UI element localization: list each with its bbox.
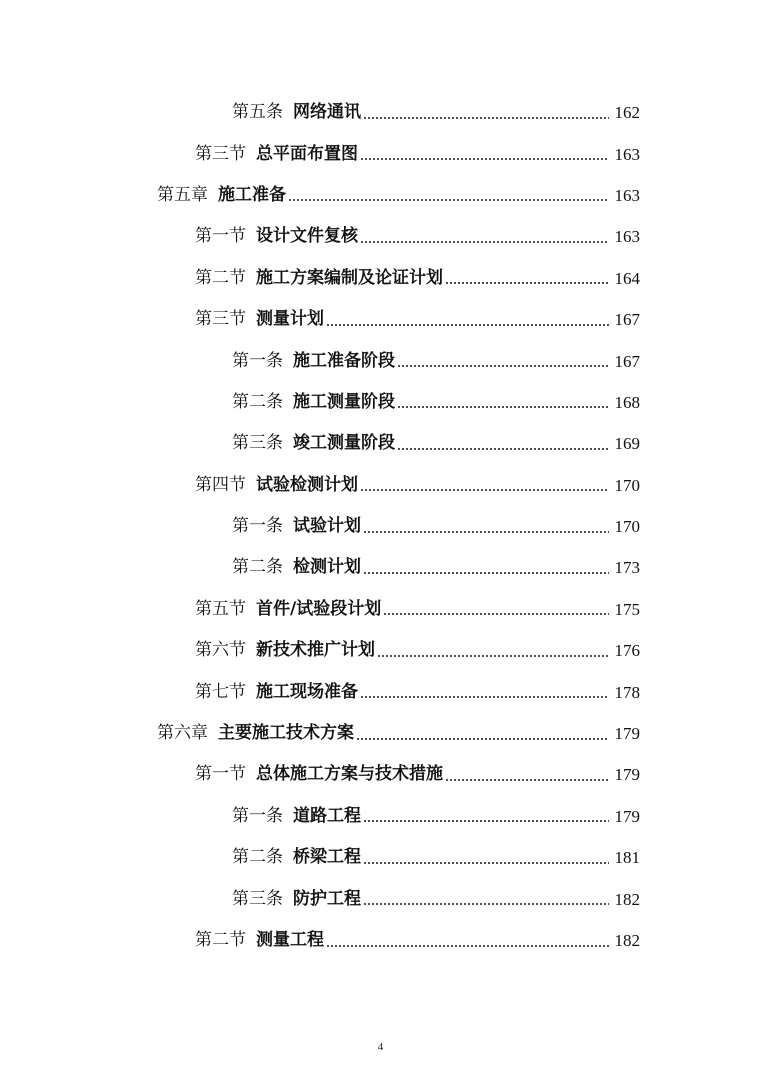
toc-entry[interactable] bbox=[0, 837, 761, 878]
toc-entry-title: 施工测量阶段 bbox=[293, 391, 395, 412]
toc-entry-page: 163 bbox=[614, 227, 640, 247]
page-number-footer: 4 bbox=[377, 1041, 384, 1053]
toc-entry-title: 道路工程 bbox=[293, 805, 361, 826]
table-of-contents bbox=[0, 92, 761, 961]
toc-entry[interactable] bbox=[0, 754, 761, 795]
toc-entry-label: 第五节 bbox=[195, 598, 246, 619]
toc-entry[interactable] bbox=[0, 547, 761, 588]
toc-entry[interactable] bbox=[0, 299, 761, 340]
dot-leader bbox=[397, 393, 609, 409]
dot-leader bbox=[360, 683, 609, 699]
toc-entry-title: 测量工程 bbox=[256, 930, 324, 950]
toc-entry-title: 施工准备 bbox=[218, 184, 286, 205]
toc-entry-label: 第七节 bbox=[195, 681, 246, 702]
toc-entry-label: 第二条 bbox=[232, 847, 283, 868]
toc-entry-page: 170 bbox=[614, 517, 640, 537]
toc-entry-page: 181 bbox=[614, 848, 640, 868]
toc-entry-label: 第一条 bbox=[232, 805, 283, 826]
toc-entry-label: 第二节 bbox=[195, 267, 246, 288]
toc-entry-label: 第五条 bbox=[232, 102, 283, 123]
toc-entry-title: 施工方案编制及论证计划 bbox=[256, 267, 443, 288]
toc-entry[interactable] bbox=[0, 133, 761, 174]
toc-entry[interactable] bbox=[0, 216, 761, 257]
toc-entry-title: 检测计划 bbox=[293, 557, 361, 578]
toc-entry[interactable] bbox=[0, 506, 761, 547]
dot-leader bbox=[445, 269, 609, 285]
toc-entry[interactable] bbox=[0, 589, 761, 630]
dot-leader bbox=[360, 476, 609, 492]
dot-leader bbox=[363, 890, 609, 906]
toc-entry[interactable] bbox=[0, 92, 761, 133]
toc-entry[interactable] bbox=[0, 423, 761, 464]
toc-entry-title: 施工准备阶段 bbox=[293, 350, 395, 371]
dot-leader bbox=[288, 186, 609, 202]
dot-leader bbox=[356, 725, 609, 741]
toc-entry-title: 总平面布置图 bbox=[256, 143, 358, 164]
toc-entry-label: 第三条 bbox=[232, 433, 283, 454]
toc-entry[interactable] bbox=[0, 920, 761, 961]
dot-leader bbox=[397, 352, 609, 368]
dot-leader bbox=[360, 145, 609, 161]
toc-entry-page: 178 bbox=[614, 682, 640, 702]
toc-entry-page: 179 bbox=[614, 724, 640, 744]
toc-entry-page: 170 bbox=[614, 475, 640, 495]
toc-entry-page: 182 bbox=[614, 889, 640, 909]
toc-entry-label: 第五章 bbox=[157, 184, 208, 205]
toc-entry-label: 第二节 bbox=[195, 930, 246, 950]
toc-entry-title: 主要施工技术方案 bbox=[218, 723, 354, 744]
toc-entry-page: 162 bbox=[614, 103, 640, 123]
toc-entry-title: 测量计划 bbox=[256, 309, 324, 330]
toc-entry[interactable] bbox=[0, 796, 761, 837]
dot-leader bbox=[326, 932, 609, 948]
toc-entry-page: 179 bbox=[614, 806, 640, 826]
toc-entry-page: 176 bbox=[614, 641, 640, 661]
dot-leader bbox=[377, 642, 609, 658]
toc-entry-title: 网络通讯 bbox=[293, 102, 361, 123]
toc-entry[interactable] bbox=[0, 340, 761, 381]
toc-entry-page: 173 bbox=[614, 558, 640, 578]
dot-leader bbox=[363, 849, 609, 865]
toc-entry-title: 桥梁工程 bbox=[293, 847, 361, 868]
toc-entry-label: 第三节 bbox=[195, 309, 246, 330]
toc-entry-page: 167 bbox=[614, 310, 640, 330]
dot-leader bbox=[363, 559, 609, 575]
toc-entry-title: 施工现场准备 bbox=[256, 681, 358, 702]
toc-entry[interactable] bbox=[0, 878, 761, 919]
toc-entry-page: 163 bbox=[614, 185, 640, 205]
toc-entry-label: 第一条 bbox=[232, 516, 283, 537]
dot-leader bbox=[397, 435, 609, 451]
toc-entry-label: 第六章 bbox=[157, 723, 208, 744]
toc-entry[interactable] bbox=[0, 258, 761, 299]
toc-entry[interactable] bbox=[0, 175, 761, 216]
dot-leader bbox=[363, 104, 609, 120]
toc-entry-label: 第一节 bbox=[195, 226, 246, 247]
toc-entry-label: 第三节 bbox=[195, 143, 246, 164]
toc-entry-page: 179 bbox=[614, 765, 640, 785]
toc-entry[interactable] bbox=[0, 465, 761, 506]
dot-leader bbox=[360, 228, 609, 244]
toc-entry-title: 试验计划 bbox=[293, 516, 361, 537]
toc-entry-title: 竣工测量阶段 bbox=[293, 433, 395, 454]
toc-entry-title: 首件/试验段计划 bbox=[256, 598, 382, 619]
toc-entry[interactable] bbox=[0, 630, 761, 671]
dot-leader bbox=[326, 311, 609, 327]
toc-entry-page: 169 bbox=[614, 434, 640, 454]
toc-entry[interactable] bbox=[0, 713, 761, 754]
toc-entry[interactable] bbox=[0, 671, 761, 712]
toc-entry-page: 175 bbox=[614, 599, 640, 619]
toc-entry-title: 总体施工方案与技术措施 bbox=[256, 764, 443, 785]
toc-entry-page: 163 bbox=[614, 144, 640, 164]
toc-entry-page: 182 bbox=[614, 931, 640, 950]
dot-leader bbox=[383, 600, 609, 616]
toc-entry-label: 第六节 bbox=[195, 640, 246, 661]
toc-entry-title: 设计文件复核 bbox=[256, 226, 358, 247]
toc-entry-title: 试验检测计划 bbox=[256, 474, 358, 495]
toc-entry-page: 164 bbox=[614, 268, 640, 288]
toc-entry-label: 第二条 bbox=[232, 391, 283, 412]
toc-entry-page: 168 bbox=[614, 392, 640, 412]
dot-leader bbox=[363, 518, 609, 534]
toc-entry-label: 第四节 bbox=[195, 474, 246, 495]
dot-leader bbox=[445, 766, 609, 782]
toc-entry-label: 第一条 bbox=[232, 350, 283, 371]
toc-entry[interactable] bbox=[0, 382, 761, 423]
toc-entry-title: 防护工程 bbox=[293, 888, 361, 909]
toc-entry-label: 第一节 bbox=[195, 764, 246, 785]
toc-entry-page: 167 bbox=[614, 351, 640, 371]
dot-leader bbox=[363, 807, 609, 823]
toc-entry-title: 新技术推广计划 bbox=[256, 640, 375, 661]
toc-entry-label: 第三条 bbox=[232, 888, 283, 909]
toc-entry-label: 第二条 bbox=[232, 557, 283, 578]
